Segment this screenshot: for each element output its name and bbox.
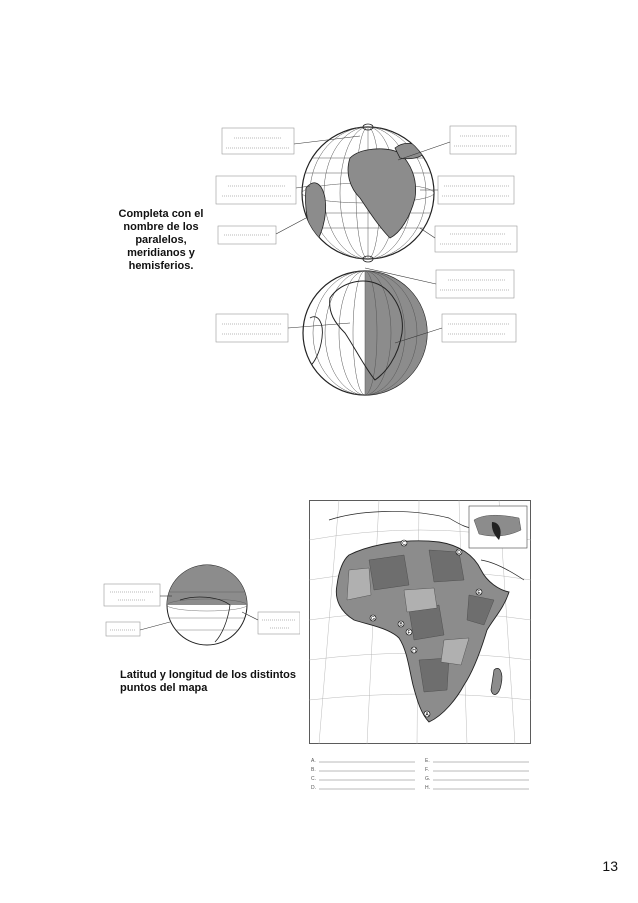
map-point-b: B [399, 622, 403, 628]
answer-label-b: B. [311, 767, 316, 773]
page-number: 13 [602, 858, 618, 874]
map-point-d: D [457, 550, 461, 556]
answer-label-h: H. [425, 785, 430, 791]
map-point-a: A [425, 712, 429, 718]
answer-label-f: F. [425, 767, 429, 773]
africa-map [309, 500, 531, 744]
small-globe-worksheet [100, 560, 300, 660]
answer-label-a: A. [311, 758, 316, 764]
globe-worksheet-top [210, 118, 530, 408]
globe-upper [302, 124, 434, 262]
instruction-text-map: Latitud y longitud de los distintos puntos del mapa [120, 669, 296, 694]
answer-label-e: E. [425, 758, 430, 764]
map-point-g: G [371, 616, 375, 622]
instruction-text-globes: Completa con el nombre de los paralelos, meridianos y hemisferios. [118, 208, 204, 272]
globe-lower [303, 268, 430, 398]
map-point-e: E [477, 590, 481, 596]
answer-label-c: C. [311, 776, 316, 782]
answer-label-g: G. [425, 776, 431, 782]
map-point-c: C [402, 541, 406, 547]
answer-lines [309, 755, 531, 795]
map-point-h: H [412, 648, 416, 654]
map-point-f: F [407, 630, 411, 636]
answer-label-d: D. [311, 785, 316, 791]
